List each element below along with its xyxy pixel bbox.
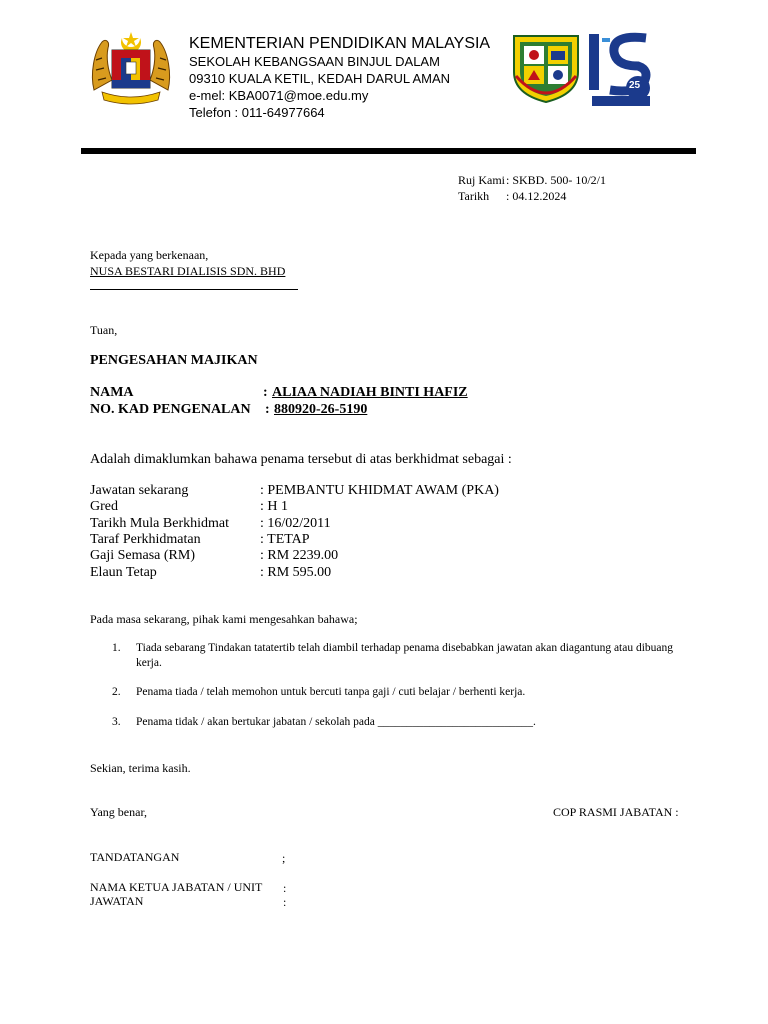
detail-value: : RM 595.00 (260, 565, 332, 580)
detail-row (90, 548, 338, 564)
official-stamp-label: COP RASMI JABATAN : (553, 805, 679, 819)
school-badge-logo (510, 32, 582, 109)
signature-label: TANDATANGAN (90, 850, 180, 864)
ref-value: : SKBD. 500- 10/2/1 (506, 173, 607, 187)
name-label: NAMA (90, 385, 134, 400)
program-logo-number: 25 (629, 80, 641, 91)
recipient-greeting: Kepada yang berkenaan, (90, 248, 209, 262)
signature-colon: ; (282, 851, 286, 865)
detail-label: Jawatan sekarang (90, 483, 189, 498)
yours-text: Yang benar, (90, 805, 147, 819)
head-of-department-colon: : (283, 881, 287, 895)
letter-subject: PENGESAHAN MAJIKAN (90, 353, 258, 368)
ic-label: NO. KAD PENGENALAN (90, 402, 251, 417)
detail-label: Tarikh Mula Berkhidmat (90, 516, 229, 531)
head-of-department-label: NAMA KETUA JABATAN / UNIT (90, 880, 263, 894)
detail-value: : RM 2239.00 (260, 548, 339, 563)
recipient-company: NUSA BESTARI DIALISIS SDN. BHD (90, 264, 286, 278)
confirm-intro: Pada masa sekarang, pihak kami mengesahkan bahawa; (90, 612, 358, 626)
recipient-underline (90, 289, 298, 290)
list-text: Penama tiada / telah memohon untuk bercuti tanpa gaji / cuti belajar / berhenti kerja. (136, 686, 526, 698)
detail-value: : TETAP (260, 532, 310, 547)
intro-text: Adalah dimaklumkan bahawa penama tersebut di atas berkhidmat sebagai : (90, 452, 512, 467)
list-text: Tiada sebarang Tindakan tatatertib telah diambil terhadap penama disebabkan jawatan akan diagantung atau dibuang kerja. (136, 642, 674, 669)
ministry-name: KEMENTERIAN PENDIDIKAN MALAYSIA (189, 35, 491, 52)
name-value: ALIAA NADIAH BINTI HAFIZ (272, 385, 468, 400)
detail-value: : 16/02/2011 (260, 516, 331, 531)
ic-value: 880920-26-5190 (274, 402, 368, 417)
detail-value: : H 1 (260, 499, 288, 514)
detail-row (90, 532, 310, 548)
ref-label: Ruj Kami (458, 173, 505, 187)
list-text: Penama tidak / akan bertukar jabatan / sekolah pada ___________________________. (136, 716, 536, 728)
detail-label: Taraf Perkhidmatan (90, 532, 201, 547)
detail-row (90, 499, 288, 515)
date-value: : 04.12.2024 (506, 189, 567, 203)
coat-of-arms-logo (88, 30, 174, 113)
detail-value: : PEMBANTU KHIDMAT AWAM (PKA) (260, 483, 499, 498)
school-name: SEKOLAH KEBANGSAAN BINJUL DALAM (189, 54, 440, 69)
detail-label: Gaji Semasa (RM) (90, 548, 195, 563)
position-label: JAWATAN (90, 894, 144, 908)
header-divider (81, 148, 696, 154)
detail-row (90, 565, 331, 581)
school-address: 09310 KUALA KETIL, KEDAH DARUL AMAN (189, 71, 451, 86)
ic-colon: : (265, 402, 270, 417)
detail-row (90, 483, 499, 499)
school-email: e-mel: KBA0071@moe.edu.my (189, 88, 369, 103)
name-colon: : (263, 385, 268, 400)
detail-label: Elaun Tetap (90, 565, 157, 580)
school-header (189, 34, 490, 121)
detail-label: Gred (90, 499, 118, 514)
position-colon: : (283, 895, 287, 909)
school-phone: Telefon : 011-64977664 (189, 105, 325, 120)
date-label: Tarikh (458, 189, 490, 203)
list-number: 3. (112, 716, 121, 728)
closing-text: Sekian, terima kasih. (90, 761, 191, 775)
reference-block (458, 172, 606, 204)
detail-row (90, 516, 331, 532)
salutation: Tuan, (90, 323, 118, 337)
list-number: 1. (112, 642, 121, 654)
program-logo (588, 30, 654, 115)
list-number: 2. (112, 686, 121, 698)
